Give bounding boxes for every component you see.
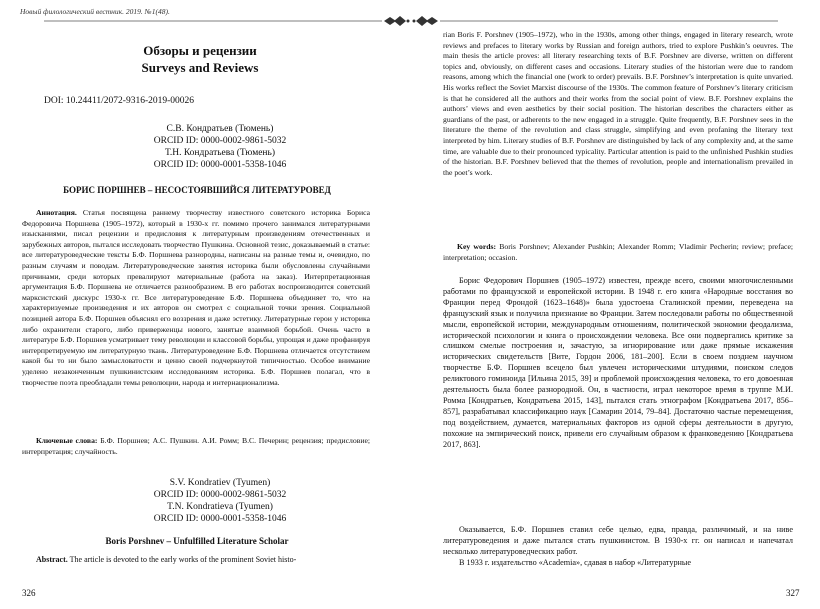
abstract-en-start <box>22 555 382 566</box>
orcid-line: ORCID ID: 0000-0001-5358-1046 <box>153 160 287 170</box>
author-line: T.N. Kondratieva (Tyumen) <box>167 502 273 512</box>
orcid-line: ORCID ID: 0000-0001-5358-1046 <box>153 514 287 524</box>
keywords-label-en: Key words: <box>457 242 497 251</box>
keywords-text-en: Boris Porshnev; Alexander Pushkin; Alexander Romm; Vladimir Pecherin; review; preface; interpretation; occasion. <box>443 242 793 262</box>
authors-en <box>120 477 320 525</box>
abstract-label-en: Abstract. <box>36 555 68 564</box>
header-ornament <box>44 14 410 28</box>
section-title-ru: Обзоры и рецензии <box>143 43 257 58</box>
article-title-en: Boris Porshnev – Unfulfilled Literature Scholar <box>105 536 289 546</box>
right-page <box>410 0 820 609</box>
author-line: S.V. Kondratiev (Tyumen) <box>169 478 271 488</box>
body-paragraph-3: В 1933 г. издательство «Academia», сдавая в набор «Литературные <box>459 558 692 567</box>
article-title-ru: БОРИС ПОРШНЕВ – НЕСОСТОЯВШИЙСЯ ЛИТЕРАТУРОВЕД <box>63 185 331 195</box>
abstract-en-continued: rian Boris F. Porshnev (1905–1972), who in the 1930s, among other things, engaged in literary research, wrote reviews and prefaces to literary works by Russian and foreign authors, tried to explore Pushkin’s oeuvres. The main thesis the article proves: all literary researching texts of B.F. Porshnev are diverse, written on different topics and, obviously, on different cases and occasions. Literary studies of the historian were due to random reasons, among which the financial one (work to order) prevails. B.F. Porshnev’s interpretation is quite unvaried. His works reflect the Soviet Marxist discourse of the 1930s. The common feature of Porshnev’s literary criticism is that he considered all the authors and their works from the social point of view. B.F. Porshnev explains the authors’ views and even aesthetics by their social position. The historian describes the characters either as guardians of the past, or adherents to the new engaged in a struggle. Quite frequently, B.F. Porshnev sees in the literature the theme of the revolution and class struggle, simplifying and even profaning the literary text interpreted by him. Literary studies of B.F. Porshnev are distinguished by lack of any complexity and, at the same time, are valuable due to their pronounced typicality. Particular attention is paid to the unfinished Pushkin studies of the historian. B.F. Porshnev believed that the themes of revolution, people and internationalism prevailed in the poet’s work. <box>443 30 793 177</box>
authors-ru <box>120 123 320 171</box>
body-paragraph-1: Борис Федорович Поршнев (1905–1972) известен, прежде всего, своими многочисленными работами по французской и европейской истории. В 1948 г. его книга «Народные восстания во Франции перед Фрондой (1623–1648)» была удостоена Сталинской премии, переведена на французский язык и получила признание во Франции. Затем последовали работы по общественной мысли, европейской истории, международным отношениям, политической экономии феодализма, исторической психологии и книга о происхождении человека. Все они подвергались критике за слишком смелые построения и, зачастую, за игнорирование или даже прямые искажения исторических свидетельств [Вите, Гордон 2006, 181–200]. Если в своем позднем научном творчестве Б.Ф. Поршнев всецело был увлечен историческими штудиями, поиском следов реликтового гоминоида [Ильина 2015, 39] и проблемой происхождения человека, то его довоенная деятельность была более разнородной. Он, в частности, играл некоторое время в труппе М.И. Ромма [Кондратьев, Кондратьева 2015, 143], пытался стать этнографом [Кондратьева 2017, 856–857], разрабатывал классификацию наук [Самарин 2014, 79–84]. Достаточно частые перемещения, под воздействием, думается, материальных факторов из одной сферы деятельности в другую, похожие на эмпирический поиск, привели его случайным образом к франковедению [Кондратьева 2017, 863]. <box>443 276 793 449</box>
keywords-label-ru: Ключевые слова: <box>36 436 98 445</box>
section-title-en: Surveys and Reviews <box>141 60 259 75</box>
author-line: Т.Н. Кондратьева (Тюмень) <box>164 148 275 158</box>
orcid-line: ORCID ID: 0000-0002-9861-5032 <box>153 136 287 146</box>
doi: DOI: 10.24411/2072-9316-2019-00026 <box>44 96 195 106</box>
abstract-ru <box>22 208 370 388</box>
abstract-text-ru: Статья посвящена раннему творчеству известного советского историка Бориса Федоровича Поршнева (1905–1972), который в 1930-х гг. помимо прочего занимался литературными изысканиями, писал рецензии и предисловия к литературным произведениям отечественных и зарубежных авторов, пытался исследовать творчество Пушкина. Основной тезис, доказываемый в статье: все литературоведческие тексты Б.Ф. Поршнева разнородны, написаны на разные темы и, очевидно, по разным случаям и поводам. Литературоведческие занятия историка были обусловлены случайными причинами, среди которых превалируют материальные (работа на заказ). Интерпретационная аргументация Б.Ф. Поршнева не отличается разнообразием. В его работах воспроизводится советский марксистский дискурс 1930-х гг. Все литературоведение Б.Ф. Поршнева объединяет то, что на характеризуемые произведения и их авторов он смотрел с социальной точки зрения. Социальной позицией автора Б.Ф. Поршнев объяснял его воззрения и даже эстетику. Литературные герои у историка либо охранители старого, либо приверженцы нового, занятые взаимной борьбой. Очень часто в литературе Б.Ф. Поршнев усматривает тему революции и классовой борьбы, упрощая и даже профанируя интерпретируемую им литературную ткань. Литературоведение Б.Ф. Поршнева отличается отсутствием какой бы то ни было замысловатости и ценно своей подчеркнутой типичностью. Особое внимание уделено незаконченным пушкинистским исследованиям историка. Б.Ф. Поршнев полагал, что в творчестве поэта преобладали темы революции, народа и интернационализма. <box>22 208 370 387</box>
orcid-line: ORCID ID: 0000-0002-9861-5032 <box>153 490 287 500</box>
abstract-label-ru: Аннотация. <box>36 208 77 217</box>
body-paragraph-2: Оказывается, Б.Ф. Поршнев ставил себе целью, едва, правда, различимый, и на ниве литературоведения и даже пытался стать пушкинистом. В 1930-х гг. он написал и напечатал несколько литературоведческих работ. <box>443 525 793 556</box>
abstract-text-en-start: The article is devoted to the early works of the prominent Soviet histo- <box>67 555 297 564</box>
keywords-ru <box>22 436 370 457</box>
keywords-en <box>443 242 793 263</box>
header-ornament <box>412 14 778 28</box>
running-title: Новый филологический вестник. 2019. №1(48). <box>20 7 170 16</box>
page-number-right: 327 <box>786 588 800 598</box>
page-number-left: 326 <box>22 588 36 598</box>
keywords-text-ru: Б.Ф. Поршнев; А.С. Пушкин. А.И. Ромм; В.С. Печерин; рецензия; предисловие; интерпретация; случайность. <box>22 436 370 456</box>
author-line: С.В. Кондратьев (Тюмень) <box>166 124 274 134</box>
